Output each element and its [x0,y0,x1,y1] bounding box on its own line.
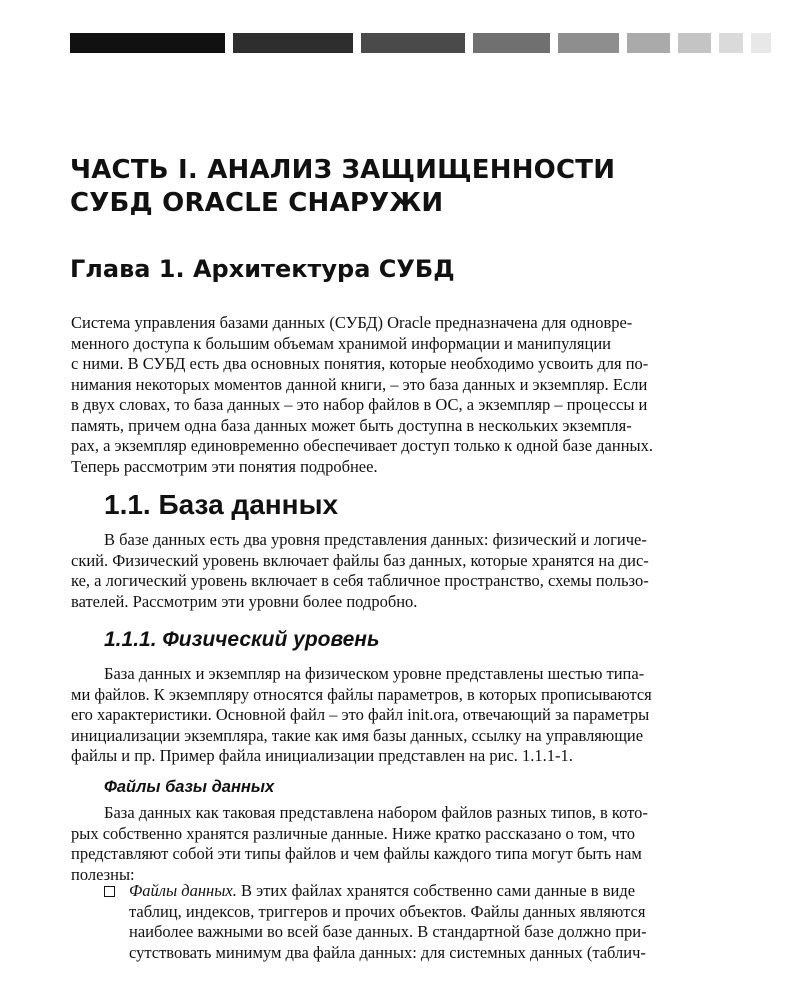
intro-paragraph: Система управления базами данных (СУБД) Oracle предназначена для одновре- менного доступа к большим объемам хранимой информации и манипуляции с ними. В СУБД есть два основных понятия, которые необходимо усвоить для по- нимания некоторых моментов данной книги, – это база данных и экземпляр. Если в двух словах, то база данных – это набор файлов в ОС, а экземпляр – процессы и память, причем одна база данных может быть доступна в нескольких экземпля- рах, а экземпляр единовременно обеспечивает доступ только к одной базе данных. Теперь рассмотрим эти понятия подробнее. [71,313,653,476]
chapter-title: Глава 1. Архитектура СУБД [70,255,455,283]
section-heading-database: 1.1. База данных [104,489,339,520]
checkbox-bullet-icon [104,886,115,897]
bullet-data-files [129,881,771,963]
header-decoration-bar-6 [627,33,670,53]
header-decoration-bar-5 [558,33,619,53]
header-decoration-bar-8 [719,33,743,53]
bullet-data-files-term: Файлы данных. [129,881,237,900]
bullet-data-files-text: В этих файлах хранятся собственно сами данные в виде таблиц, индексов, триггеров и прочих объектов. Файлы данных являются наиболее важными во всей базе данных. В стандартной базе должно при- сутствовать минимум два файла данных: для системных данных (таблич- [129,881,647,962]
subsection-database-files-paragraph: База данных как таковая представлена набором файлов разных типов, в кото- рых собственно хранятся различные данные. Ниже кратко рассказано о том, что представляют собой эти типы файлов и чем файлы каждого типа могут быть нам полезны: [71,803,648,884]
header-decoration-bar-4 [473,33,550,53]
section-heading-physical-level: 1.1.1. Физический уровень [104,628,380,651]
header-decoration-bar-2 [233,33,353,53]
header-decoration-bar-9 [751,33,771,53]
section-physical-level-paragraph: База данных и экземпляр на физическом уровне представлены шестью типа- ми файлов. К экземпляру относятся файлы параметров, в которых прописываются его характеристики. Основной файл – это файл init.ora, отвечающий за параметры инициализации экземпляра, такие как имя базы данных, ссылку на управляющие файлы и пр. Пример файла инициализации представлен на рис. 1.1.1-1. [71,664,652,765]
header-decoration-bar-1 [70,33,225,53]
header-decoration-bar-3 [361,33,465,53]
subsection-heading-database-files: Файлы базы данных [104,778,275,796]
section-database-paragraph: В базе данных есть два уровня представления данных: физический и логиче- ский. Физический уровень включает файлы баз данных, которые хранятся на дис- ке, а логический уровень включает в себя табличное пространство, схемы пользо- вателей. Рассмотрим эти уровни более подробно. [71,530,649,611]
part-title: ЧАСТЬ I. АНАЛИЗ ЗАЩИЩЕННОСТИ СУБД ORACLE СНАРУЖИ [70,155,616,218]
header-decoration-bar-7 [678,33,711,53]
